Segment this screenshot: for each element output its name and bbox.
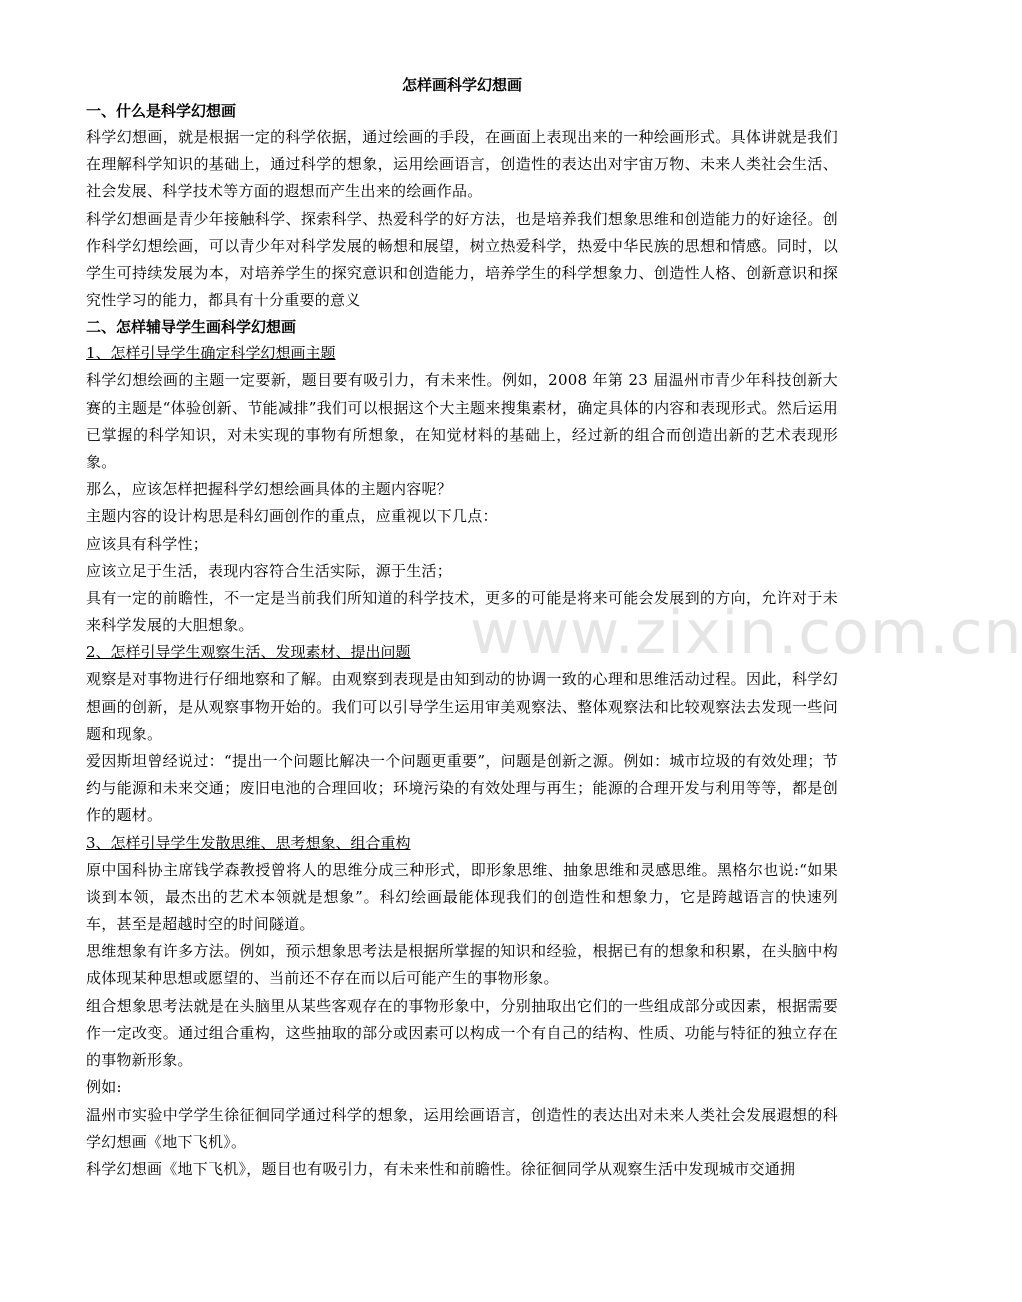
paragraph: 原中国科协主席钱学森教授曾将人的思维分成三种形式，即形象思维、抽象思维和灵感思维。黑格尔也说:“如果谈到本领，最杰出的艺术本领就是想象”。科幻绘画最能体现我们的创造性和想象力，它是跨越语言的快速列车，甚至是超越时空的时间隧道。 [86,860,838,934]
paragraph: 思维想象有许多方法。例如，预示想象思考法是根据所掌握的知识和经验，根据已有的想象和积累，在头脑中构成体现某种思想或愿望的、当前还不存在而以后可能产生的事物形象。 [86,942,838,988]
paragraph: 科学幻想画是青少年接触科学、探索科学、热爱科学的好方法，也是培养我们想象思维和创造能力的好途径。创作科学幻想绘画，可以青少年对科学发展的畅想和展望，树立热爱科学，热爱中华民族的思想和情感。同时，以学生可持续发展为本，对培养学生的探究意识和创造能力，培养学生的科学想象力、创造性人格、创新意识和探究性学习的能力，都具有十分重要的意义 [86,209,838,310]
section-2-heading: 二、怎样辅导学生画科学幻想画 [86,318,297,337]
subsection-2-heading: 2、怎样引导学生观察生活、发现素材、提出问题 [86,643,411,662]
document-title: 怎样画科学幻想画 [401,76,522,94]
paragraph: 那么，应该怎样把握科学幻想绘画具体的主题内容呢？ [86,480,453,499]
paragraph: 例如: [86,1078,122,1097]
watermark-text: www.zixin.com.cn [470,598,1022,668]
paragraph: 科学幻想绘画的主题一定要新，题目要有吸引力，有未来性。例如，2008 年第 23 届温州市青少年科技创新大赛的主题是“体验创新、节能减排”我们可以根据这个大主题来搜集素材，确定具体的内容和表现形式。然后运用已掌握的科学知识，对未实现的事物有所想象，在知觉材料的基础上，经过新的组合而创造出新的艺术表现形象。 [86,371,838,472]
paragraph: 组合想象思考法就是在头脑里从某些客观存在的事物形象中，分别抽取出它们的一些组成部分或因素，根据需要作一定改变。通过组合重构，这些抽取的部分或因素可以构成一个有自己的结构、性质、功能与特征的独立存在的事物新形象。 [86,996,838,1070]
paragraph: 科学幻想画，就是根据一定的科学依据，通过绘画的手段，在画面上表现出来的一种绘画形式。具体讲就是我们在理解科学知识的基础上，通过科学的想象，运用绘画语言，创造性的表达出对宇宙万物、未来人类社会生活、社会发展、科学技术等方面的遐想而产生出来的绘画作品。 [86,128,838,201]
paragraph: 主题内容的设计构思是科幻画创作的重点，应重视以下几点： [86,507,498,526]
paragraph: 应该具有科学性； [86,534,209,553]
section-1-heading: 一、什么是科学幻想画 [86,102,237,120]
paragraph: 观察是对事物进行仔细地察和了解。由观察到表现是由知到动的协调一致的心理和思维活动过程。因此，科学幻想画的创新，是从观察事物开始的。我们可以引导学生运用审美观察法、整体观察法和比较观察法去发现一些问题和现象。 [86,670,838,743]
paragraph: 应该立足于生活，表现内容符合生活实际，源于生活； [86,561,453,580]
paragraph: 具有一定的前瞻性，不一定是当前我们所知道的科学技术，更多的可能是将来可能会发展到的方向，允许对于未来科学发展的大胆想象。 [86,589,838,635]
paragraph: 爱因斯坦曾经说过：“提出一个问题比解决一个问题更重要”，问题是创新之源。例如：城市垃圾的有效处理；节约与能源和未来交通；废旧电池的合理回收；环境污染的有效处理与再生；能源的合理开发与利用等等，都是创作的题材。 [86,752,838,825]
subsection-1-heading: 1、怎样引导学生确定科学幻想画主题 [86,344,336,363]
paragraph: 科学幻想画《地下飞机》，题目也有吸引力，有未来性和前瞻性。徐征徊同学从观察生活中发现城市交通拥 [86,1159,796,1178]
paragraph: 温州市实验中学学生徐征徊同学通过科学的想象，运用绘画语言，创造性的表达出对未来人类社会发展遐想的科学幻想画《地下飞机》。 [86,1105,838,1151]
subsection-3-heading: 3、怎样引导学生发散思维、思考想象、组合重构 [86,833,411,852]
document-page [86,72,838,1183]
